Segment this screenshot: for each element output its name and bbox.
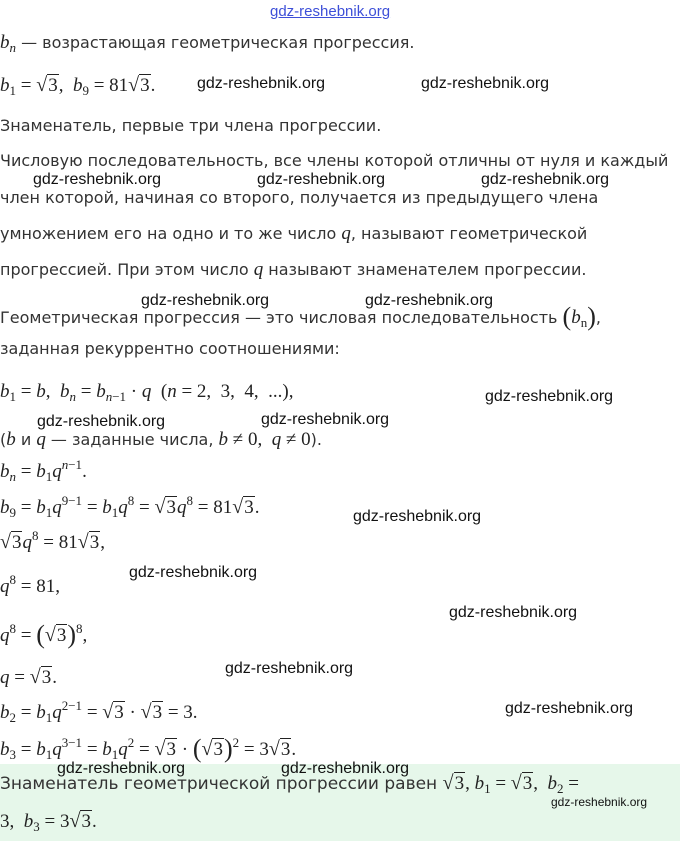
solution-step-5: q = √3. [0, 666, 57, 688]
answer-line-1: Знаменатель геометрической прогрессии равен √3, $b_1 = √3$, $b_2$ = [0, 772, 579, 796]
watermark: gdz-reshebnik.org [281, 760, 410, 777]
solution-step-2: $√3q^8 = 81√3$, [0, 528, 105, 553]
solution-step-6: $b_2 = b_1q^{2-1} = √3 \cdot √3 = 3$. [0, 698, 198, 725]
watermark: gdz-reshebnik.org [37, 413, 166, 430]
watermark: gdz-reshebnik.org [353, 508, 482, 525]
watermark: gdz-reshebnik.org [257, 171, 386, 188]
theory-line-3: умножением его на одно и то же число q, называют геометрической [0, 223, 588, 244]
theory-line-2: член которой, начиная со второго, получается из предыдущего члена [0, 188, 599, 207]
definition-line-1: Геометрическая прогрессия — это числовая последовательность $(b_n)$, [0, 302, 601, 331]
watermark: gdz-reshebnik.org [485, 388, 614, 405]
theory-line-4: прогрессией. При этом число q называют знаменателем прогрессии. [0, 259, 587, 280]
recurrence-note: (b и q — заданные числа, b ≠ 0, q ≠ 0). [0, 429, 322, 450]
recurrence-formula: $b_1 = b$, $b_n = b_{n-1} \cdot q$ (n = 2, 3, 4, ...), [0, 381, 294, 404]
theory-line-1: Числовую последовательность, все члены которой отличны от нуля и каждый [0, 151, 669, 170]
condition-title: — возрастающая геометрическая прогрессия. [16, 33, 415, 52]
source-link[interactable]: gdz-reshebnik.org [270, 3, 391, 20]
find-statement: Знаменатель, первые три члена прогрессии. [0, 116, 382, 135]
general-formula: $b_n = b_1q^{n-1}$. [0, 457, 87, 484]
watermark: gdz-reshebnik.org [261, 411, 390, 428]
watermark: gdz-reshebnik.org [141, 292, 270, 309]
definition-line-2: заданная рекуррентно соотношениями: [0, 339, 340, 358]
watermark: gdz-reshebnik.org [33, 171, 162, 188]
solution-step-3: $q^8 = 81$, [0, 572, 60, 597]
watermark: gdz-reshebnik.org [57, 760, 186, 777]
answer-line-2: 3, $b_3 = 3√3$. [0, 810, 97, 834]
watermark: gdz-reshebnik.org [225, 660, 354, 677]
watermark: gdz-reshebnik.org [481, 171, 610, 188]
solution-step-4: $q^8 = (√3)^8$, [0, 620, 88, 649]
condition-line [0, 32, 414, 54]
solution-step-1: $b_9 = b_1q^{9-1} = b_1q^8 = √3q^8 = 81√3$. [0, 493, 260, 520]
solution-step-7: $b_3 = b_1q^{3-1} = b_1q^2 = √3 \cdot (√3)^2 = 3√3$. [0, 734, 297, 763]
watermark: gdz-reshebnik.org [421, 75, 550, 92]
watermark: gdz-reshebnik.org [365, 292, 494, 309]
watermark: gdz-reshebnik.org [505, 700, 634, 717]
given-values: $b_1 = √3$, $b_9 = 81√3$. [0, 74, 156, 98]
watermark: gdz-reshebnik.org [197, 75, 326, 92]
watermark: gdz-reshebnik.org [551, 795, 648, 809]
watermark: gdz-reshebnik.org [129, 564, 258, 581]
b-n-symbol: $b_n$ [0, 32, 16, 55]
watermark: gdz-reshebnik.org [449, 604, 578, 621]
